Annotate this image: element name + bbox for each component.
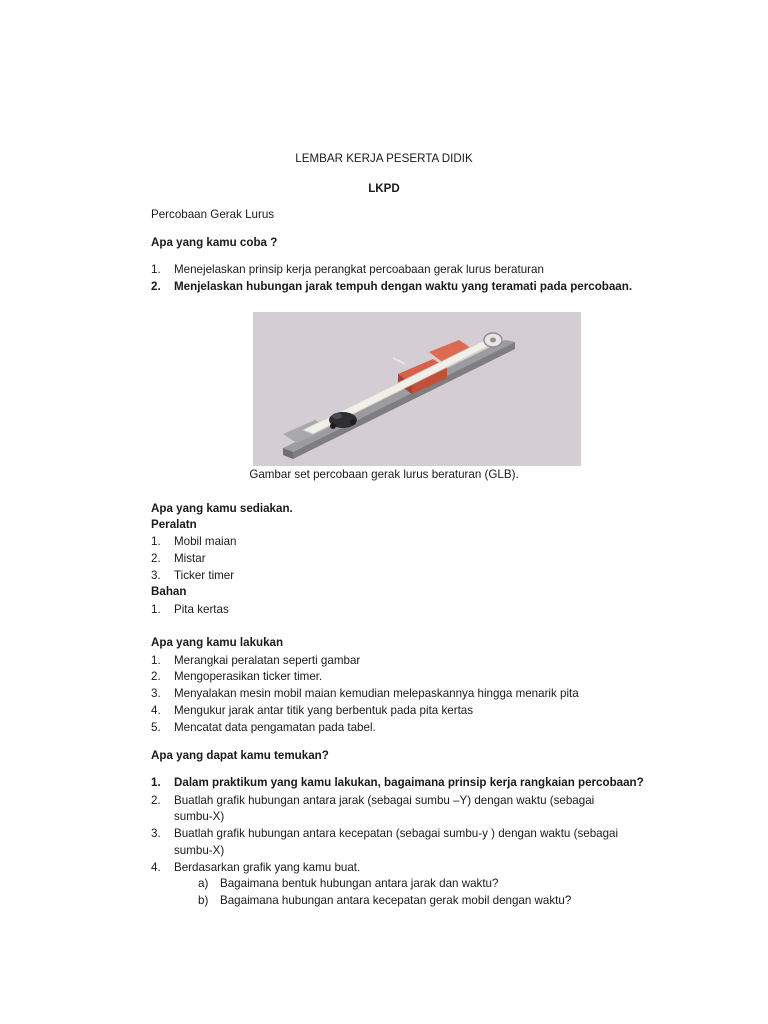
list-item-text-continued: sumbu-X) [174, 810, 225, 823]
section-prepare-heading: Apa yang kamu sediakan. [151, 502, 293, 515]
section-try-heading: Apa yang kamu coba ? [151, 236, 278, 249]
topic-title: Percobaan Gerak Lurus [151, 208, 275, 221]
list-item-text: Buatlah grafik hubungan antara jarak (sebagai sumbu –Y) dengan waktu (sebagai [174, 794, 595, 807]
list-item-number: 2. [151, 670, 161, 683]
list-item-number: 2. [151, 552, 161, 565]
list-item-text: Menjelaskan hubungan jarak tempuh dengan waktu yang teramati pada percobaan. [174, 280, 633, 293]
list-item-text: Mistar [174, 552, 206, 565]
list-item-text-continued: sumbu-X) [174, 844, 225, 857]
toy-car-wheel [350, 419, 356, 425]
list-item-number: 4. [151, 704, 161, 717]
toy-car-wheel [330, 423, 336, 429]
list-item-text: Merangkai peralatan seperti gambar [174, 654, 361, 667]
list-item-text: Mengoperasikan ticker timer. [174, 670, 323, 683]
list-item-number: 1. [151, 776, 161, 789]
section-do-heading: Apa yang kamu lakukan [151, 636, 284, 649]
sub-list-item-text: Bagaimana hubungan antara kecepatan gerak mobil dengan waktu? [220, 894, 572, 907]
sub-list-item-letter: a) [198, 877, 209, 890]
list-item-text: Berdasarkan grafik yang kamu buat. [174, 861, 361, 874]
list-item-number: 1. [151, 654, 161, 667]
pulley-hub [490, 338, 496, 343]
list-item-number: 3. [151, 569, 161, 582]
document-subtitle: LKPD [368, 182, 400, 195]
sub-list-item-letter: b) [198, 894, 209, 907]
list-item-number: 1. [151, 535, 161, 548]
toy-car-top [332, 413, 342, 419]
list-item-text: Dalam praktikum yang kamu lakukan, bagaimana prinsip kerja rangkaian percobaan? [174, 776, 644, 789]
list-item-number: 5. [151, 721, 161, 734]
list-item-text: Menyalakan mesin mobil maian kemudian melepaskannya hingga menarik pita [174, 687, 579, 700]
list-item-text: Buatlah grafik hubungan antara kecepatan (sebagai sumbu-y ) dengan waktu (sebagai [174, 827, 619, 840]
tools-label: Peralatn [151, 518, 197, 531]
list-item-text: Menejelaskan prinsip kerja perangkat percoabaan gerak lurus beraturan [174, 263, 544, 276]
sub-list-item-text: Bagaimana bentuk hubungan antara jarak dan waktu? [220, 877, 499, 890]
figure-caption: Gambar set percobaan gerak lurus beraturan (GLB). [249, 468, 519, 481]
list-item-number: 3. [151, 687, 161, 700]
list-item-number: 2. [151, 280, 161, 293]
list-item-number: 3. [151, 827, 161, 840]
list-item-number: 2. [151, 794, 161, 807]
list-item-number: 1. [151, 263, 161, 276]
section-find-heading: Apa yang dapat kamu temukan? [151, 749, 329, 762]
materials-label: Bahan [151, 585, 187, 598]
glb-apparatus-image [253, 312, 581, 466]
document-title: LEMBAR KERJA PESERTA DIDIK [295, 152, 473, 165]
list-item-text: Mengukur jarak antar titik yang berbentuk pada pita kertas [174, 704, 474, 717]
list-item-text: Mobil maian [174, 535, 237, 548]
list-item-number: 4. [151, 861, 161, 874]
list-item-text: Ticker timer [174, 569, 235, 582]
list-item-text: Mencatat data pengamatan pada tabel. [174, 721, 376, 734]
list-item-number: 1. [151, 603, 161, 616]
glb-apparatus-figure [253, 312, 581, 466]
list-item-text: Pita kertas [174, 603, 229, 616]
